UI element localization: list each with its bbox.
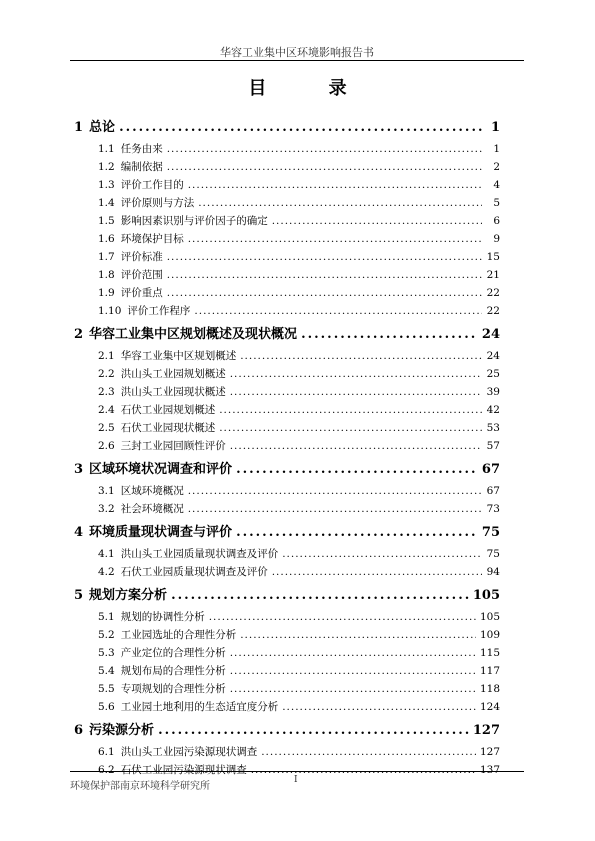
toc-entry-number: 4.2: [98, 566, 115, 578]
toc-entry-page: 39: [486, 386, 500, 398]
toc-chapter-entry[interactable]: [74, 519, 500, 546]
toc-dot-leader: [167, 161, 482, 173]
toc-entry-page: 2: [493, 161, 500, 173]
toc-section-entry[interactable]: [74, 249, 500, 267]
toc-section-entry[interactable]: [74, 420, 500, 438]
toc-section-entry[interactable]: [74, 267, 500, 285]
toc-entry-number: 6.1: [98, 746, 115, 758]
toc-entry-page: 6: [493, 215, 500, 227]
toc-entry-number: 6.2: [98, 764, 115, 776]
toc-section-entry[interactable]: [74, 195, 500, 213]
toc-entry-title: 三封工业园回顾性评价: [120, 440, 226, 452]
toc-dot-leader: [188, 179, 482, 191]
toc-entry-page: 22: [486, 305, 500, 317]
toc-entry-page: 67: [481, 462, 500, 477]
footer-organization: 环境保护部南京环境科学研究所: [70, 781, 210, 792]
toc-entry-number: 4.1: [98, 548, 115, 560]
toc-entry-number: 5: [74, 588, 84, 603]
running-header: 华容工业集中区环境影响报告书: [220, 46, 374, 59]
toc-entry-title: 石伏工业园质量现状调查及评价: [120, 566, 268, 578]
toc-entry-page: 57: [486, 440, 500, 452]
toc-dot-leader: [282, 701, 476, 713]
toc-dot-leader: [119, 120, 482, 135]
toc-entry-page: 127: [472, 723, 500, 738]
toc-chapter-entry[interactable]: [74, 582, 500, 609]
toc-entry-title: 华容工业集中区规划概述及现状概况: [89, 327, 298, 342]
toc-entry-number: 2.1: [98, 350, 115, 362]
toc-dot-leader: [188, 233, 482, 245]
toc-entry-page: 94: [486, 566, 500, 578]
toc-entry-title: 评价工作程序: [127, 305, 191, 317]
toc-section-entry[interactable]: [74, 699, 500, 717]
toc-dot-leader: [230, 683, 476, 695]
toc-entry-number: 2.5: [98, 422, 115, 434]
toc-title: 目 录: [248, 78, 375, 99]
header-rule: [70, 60, 524, 61]
toc-entry-number: 1.6: [98, 233, 115, 245]
toc-dot-leader: [209, 611, 476, 623]
toc-entry-page: 42: [486, 404, 500, 416]
toc-entry-page: 117: [479, 665, 500, 677]
toc-entry-title: 洪山头工业园规划概述: [120, 368, 226, 380]
toc-entry-page: 105: [479, 611, 500, 623]
toc-entry-page: 75: [481, 525, 500, 540]
toc-dot-leader: [230, 440, 482, 452]
toc-entry-title: 污染源分析: [89, 723, 155, 738]
toc-entry-number: 2.3: [98, 386, 115, 398]
toc-entry-number: 5.2: [98, 629, 115, 641]
toc-section-entry[interactable]: [74, 501, 500, 519]
toc-dot-leader: [158, 723, 469, 738]
toc-entry-number: 1.4: [98, 197, 115, 209]
toc-dot-leader: [230, 368, 482, 380]
toc-entry-page: 105: [472, 588, 500, 603]
toc-entry-page: 124: [479, 701, 500, 713]
toc-section-entry[interactable]: [74, 438, 500, 456]
toc-chapter-entry[interactable]: [74, 321, 500, 348]
toc-entry-title: 社会环境概况: [120, 503, 184, 515]
toc-section-entry[interactable]: [74, 231, 500, 249]
toc-section-entry[interactable]: [74, 384, 500, 402]
toc-entry-number: 1.5: [98, 215, 115, 227]
toc-entry-page: 15: [486, 251, 500, 263]
toc-dot-leader: [251, 764, 476, 776]
toc-section-entry[interactable]: [74, 483, 500, 501]
toc-entry-title: 工业园土地利用的生态适宜度分析: [120, 701, 279, 713]
toc-dot-leader: [167, 269, 482, 281]
toc-section-entry[interactable]: [74, 663, 500, 681]
toc-entry-title: 规划方案分析: [89, 588, 168, 603]
toc-chapter-entry[interactable]: [74, 114, 500, 141]
toc-dot-leader: [282, 548, 482, 560]
toc-section-entry[interactable]: [74, 645, 500, 663]
toc-chapter-entry[interactable]: [74, 456, 500, 483]
toc-section-entry[interactable]: [74, 744, 500, 762]
toc-section-entry[interactable]: [74, 213, 500, 231]
toc-entry-page: 5: [493, 197, 500, 209]
toc-entry-title: 工业园选址的合理性分析: [120, 629, 237, 641]
toc-entry-number: 3.2: [98, 503, 115, 515]
toc-entry-number: 5.6: [98, 701, 115, 713]
toc-entry-page: 24: [481, 327, 500, 342]
toc-entry-title: 环境质量现状调查与评价: [89, 525, 233, 540]
toc-section-entry[interactable]: [74, 546, 500, 564]
table-of-contents: [74, 114, 500, 780]
toc-entry-number: 1.2: [98, 161, 115, 173]
toc-dot-leader: [230, 665, 476, 677]
footer-page-number: I: [294, 775, 298, 785]
toc-section-entry[interactable]: [74, 627, 500, 645]
toc-chapter-entry[interactable]: [74, 717, 500, 744]
toc-entry-title: 规划的协调性分析: [120, 611, 205, 623]
toc-entry-number: 2.2: [98, 368, 115, 380]
toc-entry-number: 5.3: [98, 647, 115, 659]
toc-entry-title: 石伏工业园规划概述: [120, 404, 216, 416]
toc-entry-number: 1.10: [98, 305, 122, 317]
toc-entry-title: 区域环境概况: [120, 485, 184, 497]
toc-entry-title: 影响因素识别与评价因子的确定: [120, 215, 268, 227]
toc-entry-title: 专项规划的合理性分析: [120, 683, 226, 695]
toc-section-entry[interactable]: [74, 609, 500, 627]
footer-rule: [70, 771, 524, 772]
toc-entry-page: 73: [486, 503, 500, 515]
toc-entry-number: 5.5: [98, 683, 115, 695]
toc-entry-page: 109: [479, 629, 500, 641]
toc-entry-number: 1.3: [98, 179, 115, 191]
toc-entry-title: 石伏工业园污染源现状调查: [120, 764, 247, 776]
toc-section-entry[interactable]: [74, 141, 500, 159]
toc-entry-number: 5.1: [98, 611, 115, 623]
toc-dot-leader: [194, 305, 482, 317]
toc-dot-leader: [236, 462, 478, 477]
toc-dot-leader: [167, 251, 482, 263]
toc-entry-title: 洪山头工业园现状概述: [120, 386, 226, 398]
toc-section-entry[interactable]: [74, 303, 500, 321]
toc-section-entry[interactable]: [74, 564, 500, 582]
toc-section-entry[interactable]: [74, 285, 500, 303]
toc-entry-page: 1: [490, 120, 500, 135]
toc-entry-number: 1.1: [98, 143, 115, 155]
toc-entry-page: 53: [486, 422, 500, 434]
toc-entry-title: 区域环境状况调查和评价: [89, 462, 233, 477]
toc-entry-page: 9: [493, 233, 500, 245]
toc-dot-leader: [236, 525, 478, 540]
toc-entry-title: 评价标准: [120, 251, 163, 263]
toc-entry-title: 评价重点: [120, 287, 163, 299]
toc-entry-number: 1.7: [98, 251, 115, 263]
toc-entry-number: 1.8: [98, 269, 115, 281]
toc-entry-page: 21: [486, 269, 500, 281]
toc-entry-page: 137: [479, 764, 500, 776]
toc-entry-page: 4: [493, 179, 500, 191]
toc-dot-leader: [167, 287, 482, 299]
toc-entry-page: 24: [486, 350, 500, 362]
toc-entry-page: 25: [486, 368, 500, 380]
toc-section-entry[interactable]: [74, 177, 500, 195]
toc-section-entry[interactable]: [74, 366, 500, 384]
toc-entry-title: 洪山头工业园质量现状调查及评价: [120, 548, 279, 560]
toc-dot-leader: [272, 566, 482, 578]
toc-dot-leader: [272, 215, 482, 227]
toc-entry-page: 127: [479, 746, 500, 758]
toc-section-entry[interactable]: [74, 402, 500, 420]
toc-entry-number: 4: [74, 525, 84, 540]
toc-dot-leader: [230, 647, 476, 659]
toc-entry-number: 2.6: [98, 440, 115, 452]
toc-entry-title: 总论: [89, 120, 116, 135]
toc-entry-page: 115: [479, 647, 500, 659]
toc-entry-page: 75: [486, 548, 500, 560]
toc-entry-number: 1.9: [98, 287, 115, 299]
toc-entry-number: 6: [74, 723, 84, 738]
toc-dot-leader: [230, 386, 482, 398]
toc-entry-number: 5.4: [98, 665, 115, 677]
toc-entry-title: 评价原则与方法: [120, 197, 195, 209]
toc-entry-number: 3.1: [98, 485, 115, 497]
toc-entry-title: 环境保护目标: [120, 233, 184, 245]
toc-dot-leader: [171, 588, 469, 603]
toc-section-entry[interactable]: [74, 159, 500, 177]
toc-section-entry[interactable]: [74, 348, 500, 366]
toc-dot-leader: [301, 327, 478, 342]
toc-entry-number: 2.4: [98, 404, 115, 416]
toc-dot-leader: [167, 143, 482, 155]
toc-dot-leader: [198, 197, 482, 209]
toc-entry-page: 22: [486, 287, 500, 299]
toc-dot-leader: [240, 350, 482, 362]
toc-entry-title: 华容工业集中区规划概述: [120, 350, 237, 362]
toc-entry-title: 任务由来: [120, 143, 163, 155]
toc-entry-title: 评价工作目的: [120, 179, 184, 191]
toc-entry-number: 2: [74, 327, 84, 342]
toc-entry-title: 洪山头工业园污染源现状调查: [120, 746, 258, 758]
toc-dot-leader: [188, 503, 482, 515]
toc-dot-leader: [219, 422, 482, 434]
toc-entry-page: 118: [479, 683, 500, 695]
toc-entry-title: 产业定位的合理性分析: [120, 647, 226, 659]
toc-entry-title: 编制依据: [120, 161, 163, 173]
toc-dot-leader: [188, 485, 482, 497]
toc-dot-leader: [219, 404, 482, 416]
toc-entry-page: 1: [493, 143, 500, 155]
toc-entry-title: 石伏工业园现状概述: [120, 422, 216, 434]
toc-dot-leader: [240, 629, 476, 641]
toc-section-entry[interactable]: [74, 681, 500, 699]
toc-entry-title: 评价范围: [120, 269, 163, 281]
toc-dot-leader: [261, 746, 476, 758]
toc-entry-number: 1: [74, 120, 84, 135]
toc-entry-page: 67: [486, 485, 500, 497]
toc-entry-title: 规划布局的合理性分析: [120, 665, 226, 677]
toc-entry-number: 3: [74, 462, 84, 477]
